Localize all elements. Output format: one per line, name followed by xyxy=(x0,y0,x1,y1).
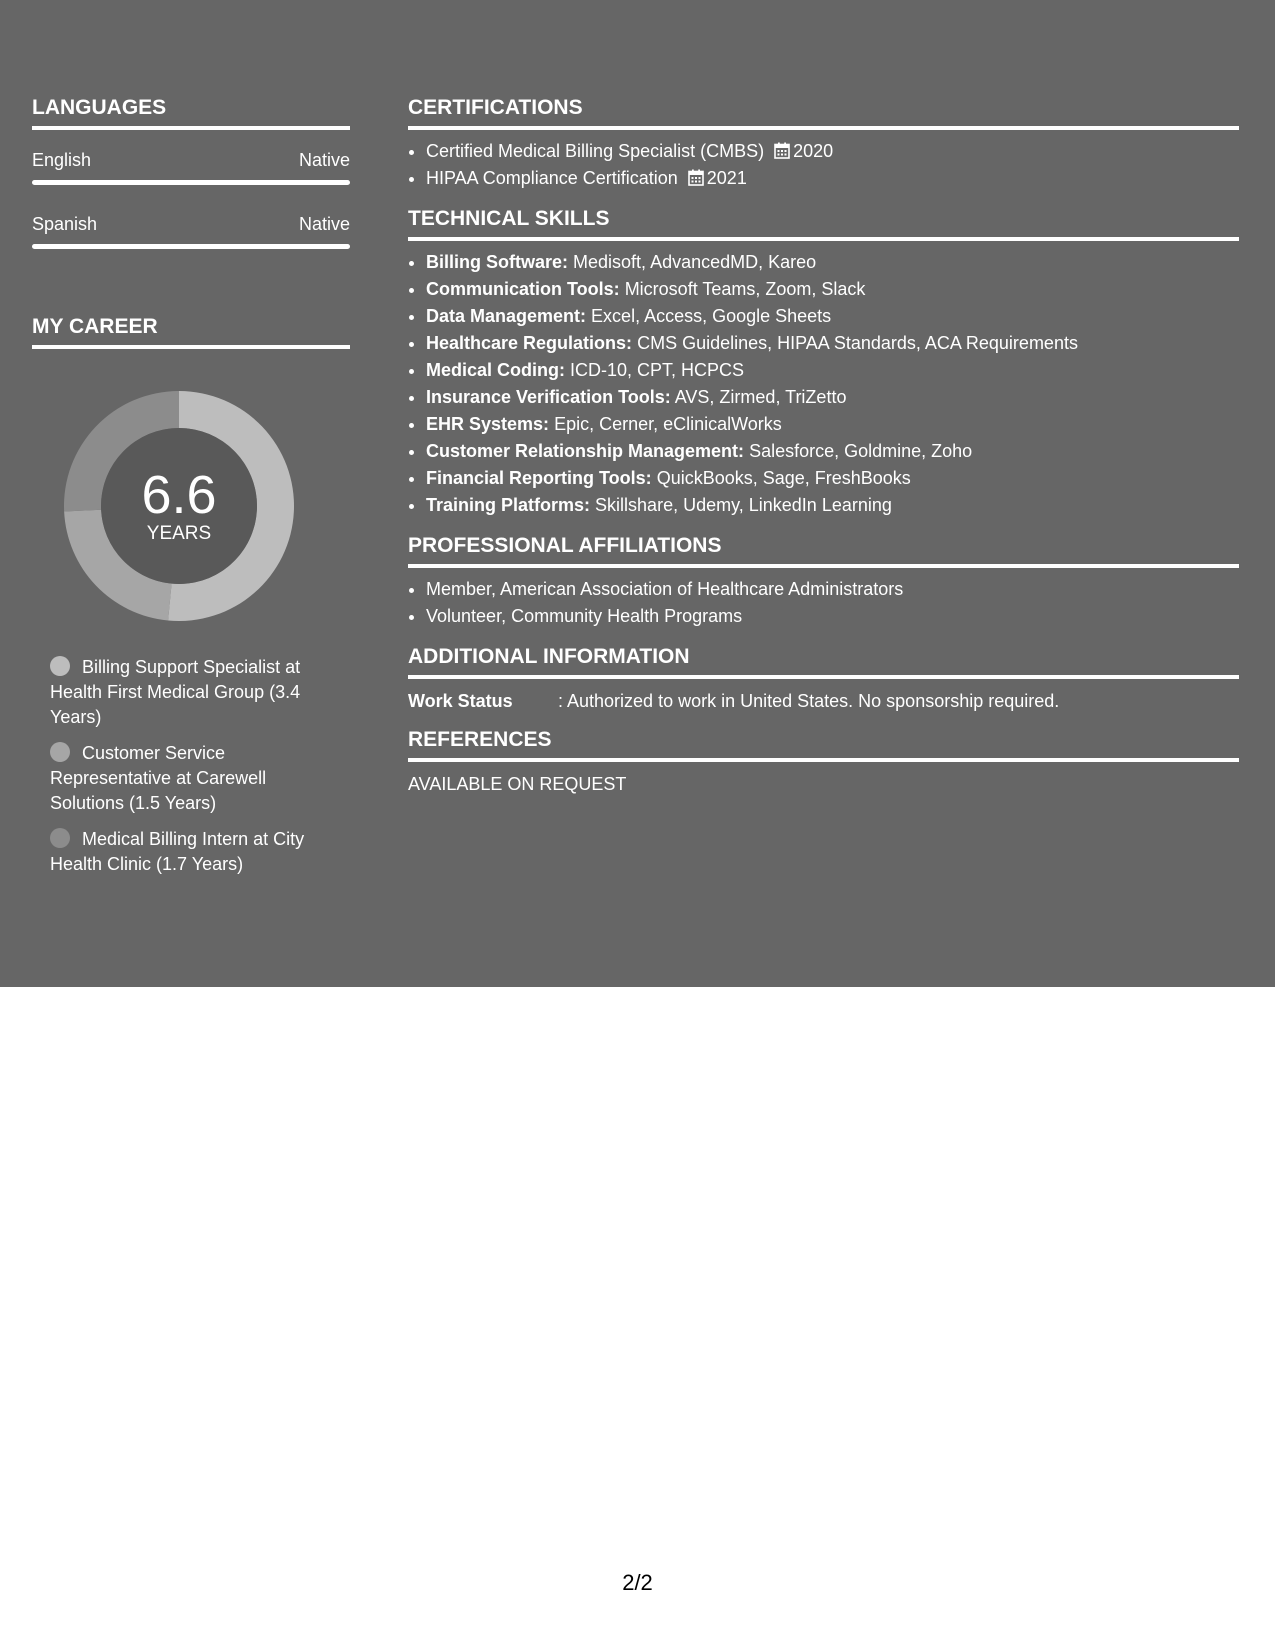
calendar-icon xyxy=(688,169,704,186)
language-name: Spanish xyxy=(32,214,98,234)
skill-value: Salesforce, Goldmine, Zoho xyxy=(749,441,973,461)
certification-name: Certified Medical Billing Specialist (CMBS) xyxy=(426,141,765,161)
career-total-value: 6.6 xyxy=(141,465,217,525)
career-legend-item xyxy=(50,655,330,730)
skill-value: QuickBooks, Sage, FreshBooks xyxy=(656,468,911,488)
certification-name: HIPAA Compliance Certification xyxy=(426,168,678,188)
language-item xyxy=(32,144,350,185)
references-title: REFERENCES xyxy=(408,724,1239,762)
skill-label: Healthcare Regulations: xyxy=(426,333,633,353)
technical-skills-list xyxy=(408,249,1239,519)
skill-item xyxy=(426,384,1239,411)
skill-value: Epic, Cerner, eClinicalWorks xyxy=(554,414,782,434)
career-legend-item xyxy=(50,827,330,877)
skill-label: EHR Systems: xyxy=(426,414,550,434)
skill-label: Insurance Verification Tools: xyxy=(426,387,671,407)
certification-item xyxy=(426,138,1239,165)
skill-item xyxy=(426,303,1239,330)
page-number: 2/2 xyxy=(622,1570,653,1595)
certification-year: 2021 xyxy=(706,168,747,188)
skill-value: Skillshare, Udemy, LinkedIn Learning xyxy=(595,495,892,515)
language-level: Native xyxy=(298,150,350,170)
skill-item xyxy=(426,357,1239,384)
affiliations-list xyxy=(408,576,1239,630)
skill-item xyxy=(426,330,1239,357)
skill-item xyxy=(426,411,1239,438)
work-status-value: : Authorized to work in United States. No sponsorship required. xyxy=(558,691,1060,711)
language-level: Native xyxy=(298,214,350,234)
skill-label: Financial Reporting Tools: xyxy=(426,468,652,488)
career-legend xyxy=(50,655,330,877)
skill-label: Data Management: xyxy=(426,306,587,326)
technical-skills-title: TECHNICAL SKILLS xyxy=(408,203,1239,241)
career-title: MY CAREER xyxy=(32,311,350,349)
certification-year: 2020 xyxy=(793,141,834,161)
skill-label: Medical Coding: xyxy=(426,360,565,380)
skill-value: Microsoft Teams, Zoom, Slack xyxy=(624,279,866,299)
skill-value: ICD-10, CPT, HCPCS xyxy=(570,360,745,380)
references-value: AVAILABLE ON REQUEST xyxy=(408,774,627,794)
calendar-icon xyxy=(774,142,790,159)
legend-dot-icon xyxy=(50,656,70,676)
skill-value: Medisoft, AdvancedMD, Kareo xyxy=(573,252,817,272)
skill-item xyxy=(426,438,1239,465)
certification-item xyxy=(426,165,1239,192)
skill-label: Communication Tools: xyxy=(426,279,620,299)
career-legend-label: Billing Support Specialist at Health First Medical Group (3.4 Years) xyxy=(50,657,301,727)
left-column xyxy=(32,92,350,888)
skill-value: AVS, Zirmed, TriZetto xyxy=(674,387,847,407)
affiliation-item: • Volunteer, Community Health Programs xyxy=(426,603,1239,630)
work-status-row xyxy=(408,689,1239,713)
career-donut-chart xyxy=(64,391,294,621)
additional-info-title: ADDITIONAL INFORMATION xyxy=(408,641,1239,679)
skill-item xyxy=(426,492,1239,519)
skill-item xyxy=(426,276,1239,303)
career-total-unit: YEARS xyxy=(146,523,212,544)
career-total xyxy=(64,391,294,621)
career-legend-item xyxy=(50,741,330,816)
career-legend-label: Medical Billing Intern at City Health Clinic (1.7 Years) xyxy=(50,829,305,874)
affiliations-title: PROFESSIONAL AFFILIATIONS xyxy=(408,530,1239,568)
certifications-title: CERTIFICATIONS xyxy=(408,92,1239,130)
skill-item xyxy=(426,465,1239,492)
right-column xyxy=(408,92,1239,796)
skill-label: Billing Software: xyxy=(426,252,569,272)
affiliation-item: • Member, American Association of Healthcare Administrators xyxy=(426,576,1239,603)
languages-title: LANGUAGES xyxy=(32,92,350,130)
work-status-label: Work Status xyxy=(408,691,513,711)
language-item xyxy=(32,208,350,249)
skill-item xyxy=(426,249,1239,276)
certifications-list xyxy=(408,138,1239,192)
skill-label: Training Platforms: xyxy=(426,495,591,515)
language-level-bar xyxy=(32,180,350,185)
skill-value: Excel, Access, Google Sheets xyxy=(591,306,832,326)
skill-label: Customer Relationship Management: xyxy=(426,441,745,461)
career-legend-label: Customer Service Representative at Carewell Solutions (1.5 Years) xyxy=(50,743,267,813)
language-name: English xyxy=(32,150,92,170)
legend-dot-icon xyxy=(50,742,70,762)
language-level-bar xyxy=(32,244,350,249)
skill-value: CMS Guidelines, HIPAA Standards, ACA Requirements xyxy=(637,333,1078,353)
legend-dot-icon xyxy=(50,828,70,848)
